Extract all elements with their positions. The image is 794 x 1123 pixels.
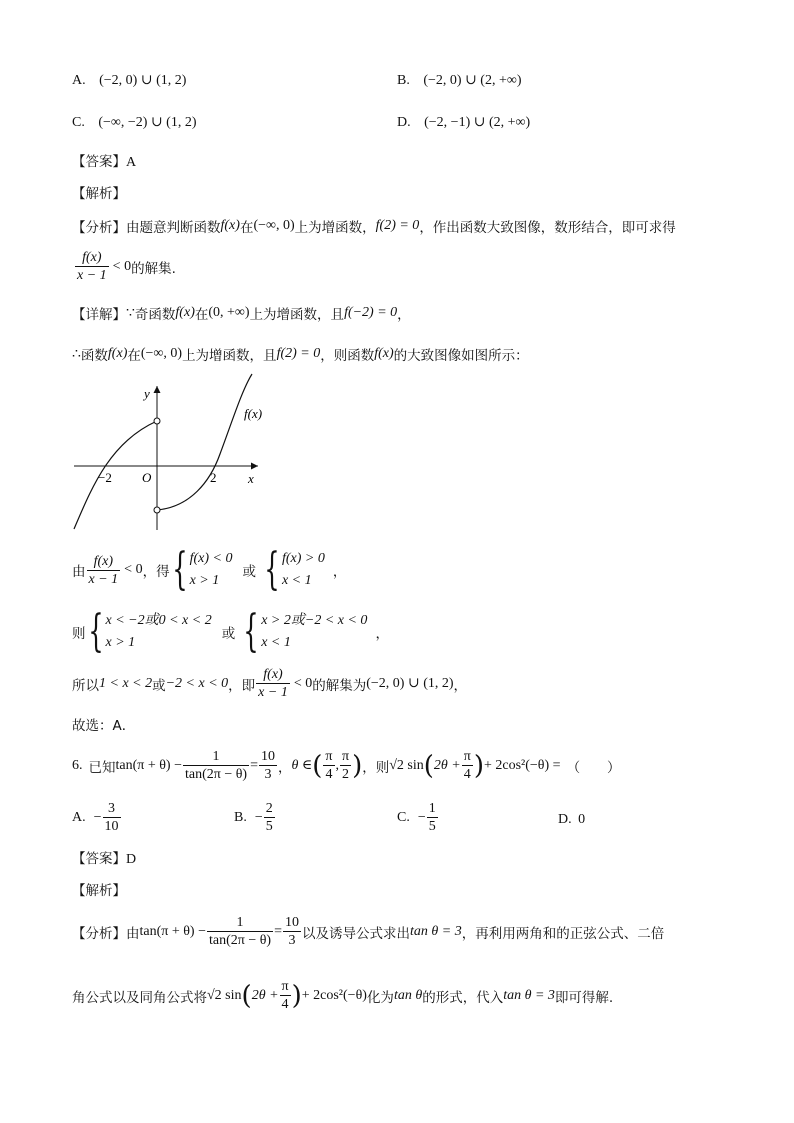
text: 函数 (80, 348, 108, 364)
text: ，再利用两角和的正弦公式、二倍 (461, 925, 665, 942)
text: 的解集. (131, 260, 176, 277)
q5-option-b (397, 72, 522, 89)
option-text: (−2, −1) ∪ (2, +∞) (424, 115, 531, 130)
math-expr: tan(π + θ) − (139, 923, 206, 939)
math-fx: f(x) (107, 346, 128, 361)
paren-close: ) (473, 750, 484, 781)
option-text: (−∞, −2) ∪ (1, 2) (98, 115, 197, 130)
text: 由题意判断函数 (126, 220, 221, 236)
fraction-numerator: 3 (108, 801, 116, 816)
fraction (87, 553, 121, 588)
math-f2: f(2) = 0 (276, 346, 321, 361)
brace: { (171, 544, 188, 595)
q5-jiexi-heading: 【解析】 (72, 186, 126, 202)
fraction-denominator: 5 (265, 819, 273, 834)
pos2-tick-label: 2 (210, 470, 217, 485)
answer-tag: 【答案】 (72, 851, 126, 867)
q6-jiexi-heading: 【解析】 (72, 883, 126, 899)
paren-open: ( (241, 980, 252, 1011)
detail-tag: 【详解】 (72, 307, 126, 323)
therefore-symbol: ∴ (72, 346, 81, 362)
math-expr: √2 sin (207, 987, 242, 1003)
math-expr: tan θ (393, 987, 423, 1003)
math-lt0: < 0 (124, 562, 143, 577)
analysis-tag: 【分析】 (72, 220, 126, 236)
text: 所以 (72, 677, 99, 694)
text: 或 (152, 677, 166, 694)
text: 在 (239, 220, 254, 236)
comma: , (335, 757, 339, 773)
system-line: x > 1 (189, 573, 220, 588)
analysis-tag: 【分析】 (72, 925, 126, 942)
text: 化为 (366, 989, 394, 1006)
math-lt0: < 0 (293, 675, 313, 691)
text: 上为增函数， (294, 220, 376, 236)
math-expr: + 2cos²(−θ) = (483, 757, 561, 773)
text: ， (375, 626, 389, 642)
q5-step2 (72, 606, 389, 657)
text: ，即 (228, 677, 256, 694)
math-expr: tan θ = 3 (410, 923, 462, 939)
option-label: D. (558, 812, 572, 827)
q5-detail-line (72, 303, 411, 323)
fraction-numerator: f(x) (263, 667, 283, 682)
math-expr: tan θ = 3 (503, 987, 555, 1003)
text: 已知 (88, 759, 116, 776)
text: 上为增函数，且 (249, 307, 345, 323)
neg2-tick-label: −2 (98, 470, 112, 485)
curve-label: f(x) (244, 406, 263, 421)
text: ，得 (142, 564, 170, 580)
fraction (256, 666, 290, 701)
fraction-numerator: 10 (261, 749, 276, 764)
text: 或 (221, 626, 236, 642)
q6-analysis-line1 (72, 914, 664, 949)
q6-stem (72, 748, 621, 783)
math-f2: f(2) = 0 (375, 218, 420, 233)
option-sign: − (93, 809, 102, 825)
text: ， (332, 564, 347, 580)
q5-option-d (397, 114, 530, 131)
math-lt0: < 0 (112, 258, 132, 274)
text: 由 (72, 564, 86, 580)
math-range: −2 < x < 0 (165, 675, 229, 691)
text: ， (278, 759, 292, 776)
open-point-lower (154, 507, 160, 513)
fraction-denominator: 3 (259, 765, 277, 783)
brace: { (264, 544, 280, 595)
because-symbol: ∵ (126, 305, 135, 321)
answer-value: A (126, 155, 137, 170)
fraction-denominator: 10 (104, 819, 119, 834)
fraction-numerator: π (342, 749, 350, 764)
system-line: x < 1 (281, 573, 312, 588)
option-sign: − (417, 809, 426, 825)
math-fx: f(x) (220, 218, 240, 233)
q6-option-d (558, 812, 585, 828)
fraction-denominator: tan(2π − θ) (185, 767, 248, 782)
fraction (207, 914, 273, 949)
system-line: f(x) > 0 (281, 551, 325, 566)
system-line: x > 2或−2 < x < 0 (261, 613, 368, 628)
function-graph (60, 372, 280, 537)
system-1 (190, 548, 233, 592)
q5-choose: 故选：A． (72, 718, 136, 734)
x-axis-arrow-icon (251, 463, 258, 470)
text: 由 (126, 925, 140, 942)
q6-option-c (397, 800, 439, 835)
text: 在 (127, 348, 141, 364)
math-expr: + 2cos²(−θ) (301, 987, 367, 1003)
q6-analysis-line2 (72, 978, 613, 1013)
fraction-numerator: f(x) (93, 553, 114, 569)
y-axis-label: y (144, 386, 150, 401)
text: 的大致图像如图所示： (393, 348, 529, 364)
fraction-denominator: x − 1 (258, 685, 288, 700)
text: ，则 (362, 759, 390, 776)
q5-step3 (72, 666, 467, 701)
option-text: (−2, 0) ∪ (1, 2) (99, 73, 187, 88)
equals: = (250, 757, 259, 773)
fraction (264, 800, 275, 835)
q5-analysis-line1 (72, 216, 676, 236)
fraction-numerator: π (325, 749, 333, 764)
text: 的形式，代入 (422, 989, 504, 1006)
paren-open: ( (312, 750, 323, 781)
math-range: 1 < x < 2 (99, 675, 153, 691)
fraction (323, 748, 334, 783)
fraction (183, 748, 249, 783)
fraction-denominator: tan(2π − θ) (209, 933, 272, 948)
option-label: A. (72, 809, 86, 825)
q6-answer (72, 847, 136, 868)
fraction (427, 800, 438, 835)
brace: { (243, 606, 259, 657)
answer-value: D (126, 852, 137, 867)
brace: { (87, 606, 104, 657)
text: 以及诱导公式求出 (302, 925, 411, 942)
q5-answer (72, 150, 136, 171)
fraction (259, 748, 277, 783)
q5-option-a (72, 72, 186, 89)
text: ，则函数 (320, 348, 375, 364)
fraction (75, 249, 109, 284)
fraction-numerator: f(x) (82, 250, 102, 265)
math-interval: (−∞, 0) (253, 218, 295, 233)
text: ， (453, 677, 468, 694)
fraction (103, 800, 121, 835)
q5-therefore-line (72, 344, 529, 364)
system-line: x > 1 (105, 635, 136, 650)
x-axis-label: x (248, 471, 254, 486)
option-text: 0 (578, 812, 586, 827)
fraction-denominator: 3 (283, 931, 301, 949)
fraction-denominator: 4 (462, 765, 473, 783)
fraction-denominator: 5 (428, 819, 436, 834)
math-expr: √2 sin (389, 757, 424, 773)
curve-right-branch (157, 374, 252, 510)
math-expr: 2θ + (433, 757, 461, 773)
fraction-denominator: 2 (340, 765, 351, 783)
text: 角公式以及同角公式将 (72, 989, 207, 1006)
fraction-numerator: π (281, 979, 289, 994)
equals: = (274, 923, 283, 939)
fraction-numerator: 10 (285, 915, 300, 930)
system-1 (106, 610, 212, 654)
text: 奇函数 (134, 307, 176, 323)
math-interval: (0, +∞) (208, 305, 250, 320)
option-label: D. (397, 115, 411, 130)
fraction (283, 914, 301, 949)
answer-tag: 【答案】 (72, 154, 126, 170)
origin-label: O (142, 470, 152, 485)
text: 上为增函数，且 (182, 348, 277, 364)
system-line: x < −2或0 < x < 2 (105, 613, 212, 628)
option-label: C. (72, 115, 85, 130)
math-interval: (−∞, 0) (140, 346, 183, 361)
fraction (462, 748, 473, 783)
math-expr: tan(π + θ) − (115, 757, 182, 773)
fraction-denominator: 4 (323, 765, 334, 783)
option-label: A. (72, 73, 86, 88)
text: 即可得解. (554, 989, 614, 1006)
paren-close: ) (291, 980, 302, 1011)
math-fx: f(x) (175, 305, 195, 320)
paren-open: ( (423, 750, 434, 781)
option-sign: − (254, 809, 263, 825)
text: 在 (194, 307, 209, 323)
option-label: B. (397, 73, 410, 88)
q5-option-c (72, 114, 197, 131)
y-axis-arrow-icon (154, 386, 161, 393)
fraction-denominator: 4 (280, 995, 291, 1013)
fraction-numerator: 1 (236, 915, 244, 930)
math-set: (−2, 0) ∪ (1, 2) (366, 676, 454, 691)
fraction-denominator: x − 1 (77, 268, 107, 283)
math-expr: θ ∈ (291, 758, 313, 773)
open-point-upper (154, 418, 160, 424)
fraction (340, 748, 351, 783)
math-fm2: f(−2) = 0 (344, 305, 398, 320)
q5-step1 (72, 544, 347, 595)
fraction-numerator: 1 (212, 749, 220, 764)
text: 的解集为 (312, 677, 367, 694)
paren-close: ) (352, 750, 363, 781)
option-label: B. (234, 809, 247, 825)
text: ， (397, 307, 411, 323)
math-fx: f(x) (374, 346, 394, 361)
answer-blank: （ ） (566, 759, 621, 776)
fraction-denominator: x − 1 (88, 571, 119, 587)
text: ，作出函数大致图像，数形结合，即可求得 (419, 220, 676, 236)
q6-option-b (234, 800, 276, 835)
math-expr: 2θ + (251, 987, 279, 1003)
system-2 (261, 610, 367, 654)
fraction-numerator: 2 (265, 801, 273, 816)
fraction-numerator: π (463, 749, 471, 764)
text: 或 (242, 564, 256, 580)
fraction-numerator: 1 (428, 801, 436, 816)
option-label: C. (397, 809, 410, 825)
system-line: x < 1 (261, 635, 291, 650)
question-number: 6. (72, 757, 83, 773)
option-text: (−2, 0) ∪ (2, +∞) (423, 73, 522, 88)
text: 则 (72, 626, 86, 642)
q5-analysis-line2 (74, 249, 176, 284)
fraction (280, 978, 291, 1013)
system-2 (282, 548, 325, 592)
system-line: f(x) < 0 (189, 551, 233, 566)
q6-option-a (72, 800, 122, 835)
